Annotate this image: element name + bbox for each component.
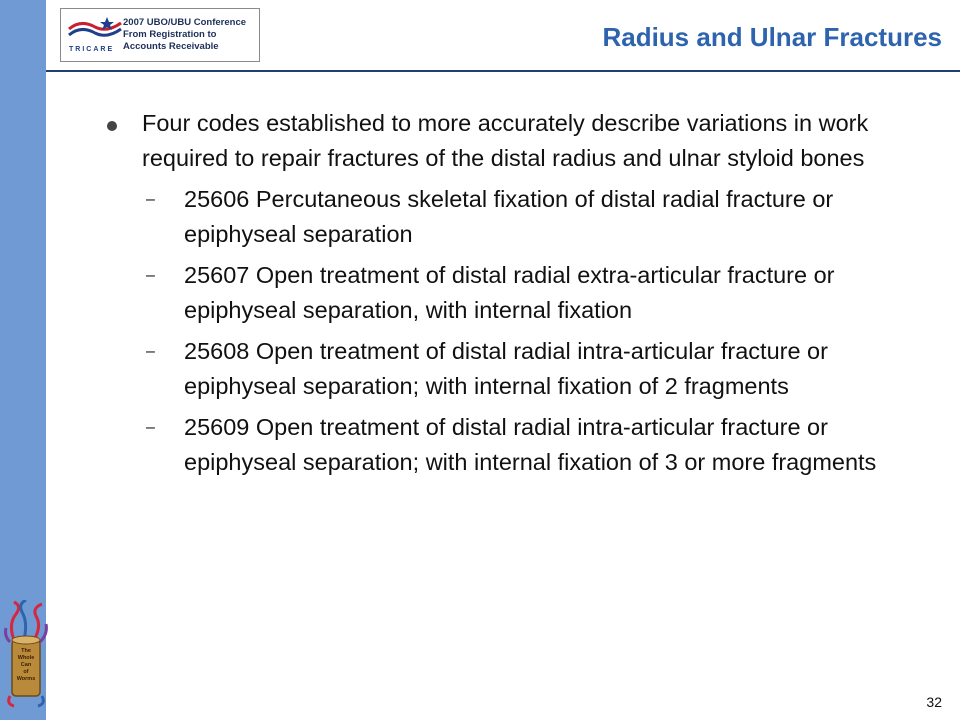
list-item (142, 410, 920, 480)
list-item (142, 334, 920, 404)
code-25606-text: 25606 Percutaneous skeletal fixation of distal radial fracture or epiphyseal separation (184, 186, 834, 247)
mascot-line-3: Can (20, 662, 32, 668)
dash-marker: – (146, 343, 155, 360)
header-divider (46, 70, 960, 72)
tricare-logo-icon (67, 15, 123, 55)
can-of-worms-icon (4, 600, 48, 710)
conference-logo (60, 8, 260, 62)
main-bullet-text: Four codes established to more accurately describe variations in work required to repair fractures of the distal radius and ulnar styloid bones (142, 110, 869, 171)
dash-marker: – (146, 267, 155, 284)
slide-title: Radius and Ulnar Fractures (602, 22, 942, 52)
mascot-line-5: Worms (16, 676, 36, 682)
page-number: 32 (926, 694, 942, 710)
conference-line-2: From Registration to (123, 29, 217, 40)
tricare-logo-word: TRICARE (69, 46, 115, 53)
list-item (142, 182, 920, 252)
mascot-line-2: Whole (17, 655, 35, 661)
slide-body (100, 106, 920, 486)
code-25609-text: 25609 Open treatment of distal radial intra-articular fracture or epiphyseal separation; with internal fixation of 3 or more fragments (184, 414, 877, 475)
code-25607-text: 25607 Open treatment of distal radial extra-articular fracture or epiphyseal separation, with internal fixation (184, 262, 835, 323)
conference-line-3: Accounts Receivable (123, 41, 219, 52)
mascot-line-4: of (23, 669, 29, 675)
mascot-line-1: The (21, 648, 31, 654)
code-list (100, 182, 920, 480)
conference-name (123, 17, 259, 53)
list-item (142, 258, 920, 328)
conference-line-1: 2007 UBO/UBU Conference (123, 17, 247, 28)
code-25608-text: 25608 Open treatment of distal radial intra-articular fracture or epiphyseal separation; with internal fixation of 2 fragments (184, 338, 828, 399)
main-bullet (100, 106, 920, 176)
bullet-dot-icon (107, 121, 117, 131)
dash-marker: – (146, 419, 155, 436)
dash-marker: – (146, 191, 155, 208)
